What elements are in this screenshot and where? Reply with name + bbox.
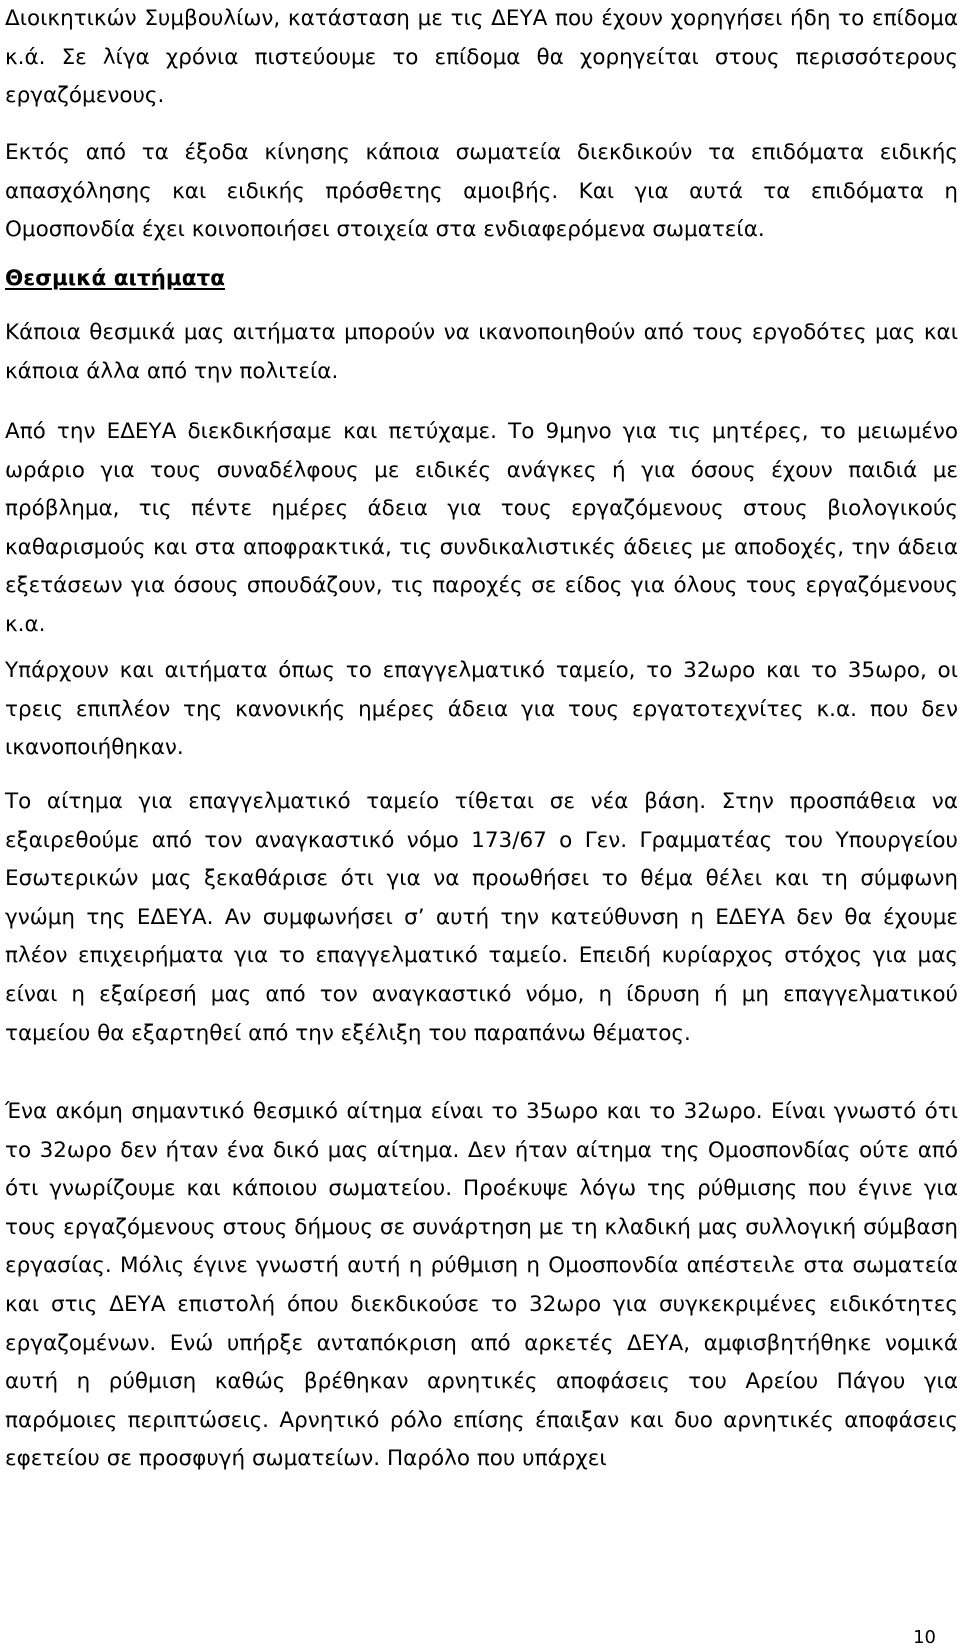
paragraph-allowances: Εκτός από τα έξοδα κίνησης κάποια σωματεία διεκδικούν τα επιδόματα ειδικής απασχόλησης και ειδικής πρόσθετης αμοιβής. Και για αυτά τα επιδόματα η Ομοσπονδία έχει κοινοποιήσει στοιχεία στα ενδιαφερόμενα σωματεία. — [5, 140, 958, 243]
intro-paragraph: Διοικητικών Συμβουλίων, κατάσταση με τις ΔΕΥΑ που έχουν χορηγήσει ήδη το επίδομα κ.ά. Σε λίγα χρόνια πιστεύουμε το επίδομα θα χορηγείται στους περισσότερους εργαζόμενους. — [5, 6, 958, 109]
section-heading: Θεσμικά αιτήματα — [5, 266, 225, 291]
page-number: 10 — [913, 1627, 936, 1648]
paragraph-pending-demands: Υπάρχουν και αιτήματα όπως το επαγγελματικό ταμείο, το 32ωρο και το 35ωρο, οι τρεις επιπλέον της κανονικής ημέρες άδεια για τους εργατοτεχνίτες κ.α. που δεν ικανοποιήθηκαν. — [5, 658, 958, 761]
paragraph-pension-fund: Το αίτημα για επαγγελματικό ταμείο τίθεται σε νέα βάση. Στην προσπάθεια να εξαιρεθούμε από τον αναγκαστικό νόμο 173/67 ο Γεν. Γραμματέας του Υπουργείου Εσωτερικών μας ξεκαθάρισε ότι για να προωθήσει το θέμα θέλει και τη σύμφωνη γνώμη της ΕΔΕΥΑ. Αν συμφωνήσει σ’ αυτή την κατεύθυνση η ΕΔΕΥΑ δεν θα έχουμε πλέον επιχειρήματα για το επαγγελματικό ταμείο. Επειδή κυρίαρχος στόχος για μας είναι η εξαίρεσή μας από τον αναγκαστικό νόμο, η ίδρυση ή μη επαγγελματικού ταμείου θα εξαρτηθεί από την εξέλιξη του παραπάνω θέματος. — [5, 789, 958, 1046]
paragraph-achievements: Από την ΕΔΕΥΑ διεκδικήσαμε και πετύχαμε. Το 9μηνο για τις μητέρες, το μειωμένο ωράριο για τους συναδέλφους με ειδικές ανάγκες ή για όσους έχουν παιδιά με πρόβλημα, τις πέντε ημέρες άδεια για τους εργαζόμενους στους βιολογικούς καθαρισμούς και στα αποφρακτικά, τις συνδικαλιστικές άδειες με αποδοχές, την άδεια εξετάσεων για όσους σπουδάζουν, τις παροχές σε είδος για όλους τους εργαζόμενους κ.α. — [5, 419, 958, 637]
paragraph-working-hours: Ένα ακόμη σημαντικό θεσμικό αίτημα είναι το 35ωρο και το 32ωρο. Είναι γνωστό ότι το 32ωρο δεν ήταν ένα δικό μας αίτημα. Δεν ήταν αίτημα της Ομοσπονδίας ούτε από ότι γνωρίζουμε και κάποιου σωματείου. Προέκυψε λόγω της ρύθμισης που έγινε για τους εργαζόμενους στους δήμους σε συνάρτηση με τη κλαδική μας συλλογική σύμβαση εργασίας. Μόλις έγινε γνωστή αυτή η ρύθμιση η Ομοσπονδία απέστειλε στα σωματεία και στις ΔΕΥΑ επιστολή όπου διεκδικούσε το 32ωρο για συγκεκριμένες ειδικότητες εργαζομένων. Ενώ υπήρξε ανταπόκριση από αρκετές ΔΕΥΑ, αμφισβητήθηκε νομικά αυτή η ρύθμιση καθώς βρέθηκαν αρνητικές αποφάσεις του Αρείου Πάγου για παρόμοιες περιπτώσεις. Αρνητικό ρόλο επίσης έπαιξαν και δυο αρνητικές αποφάσεις εφετείου σε προσφυγή σωματείων. Παρόλο που υπάρχει — [5, 1099, 958, 1472]
paragraph-demands-intro: Κάποια θεσμικά μας αιτήματα μπορούν να ικανοποιηθούν από τους εργοδότες μας και κάποια άλλα από την πολιτεία. — [5, 320, 958, 384]
